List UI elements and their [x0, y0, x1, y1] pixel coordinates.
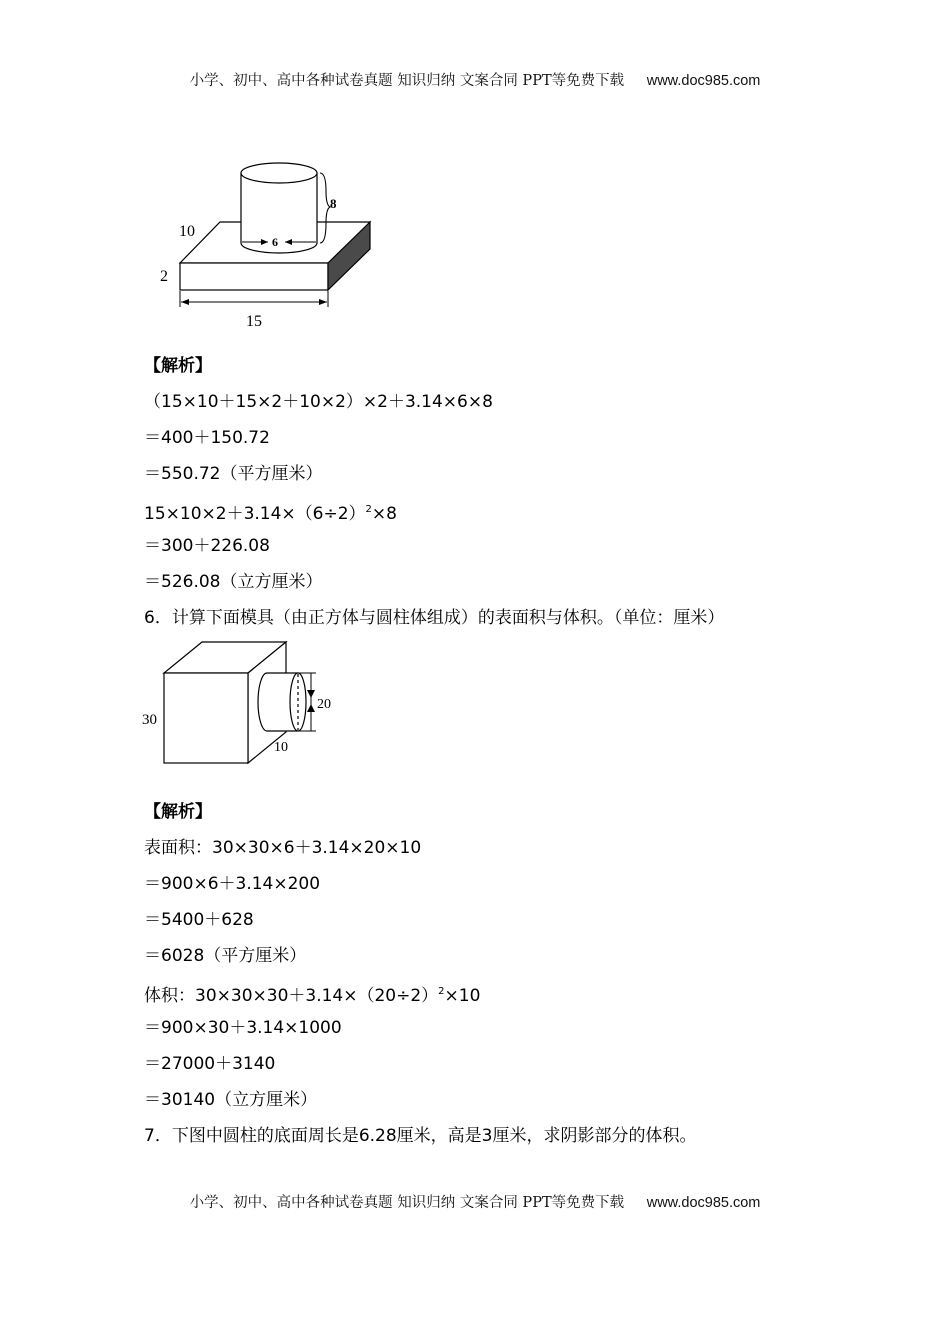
question-7: 7．下图中圆柱的底面周长是6.28厘米，高是3厘米，求阴影部分的体积。 [144, 1126, 697, 1146]
label-diameter: 20 [317, 697, 331, 712]
analysis-heading-5: 【解析】 [144, 356, 212, 376]
footer-text: 小学、初中、高中各种试卷真题 知识归纳 文案合同 PPT等免费下载 [189, 1195, 625, 1211]
calc-line: ＝550.72（平方厘米） [144, 464, 323, 484]
label-diameter: 6 [272, 235, 278, 249]
exponent: 2 [438, 986, 445, 997]
cube-front-face [164, 673, 248, 763]
calc-text: 15×10×2＋3.14×（6÷2） [144, 504, 366, 524]
question-6: 6．计算下面模具（由正方体与圆柱体组成）的表面积与体积。（单位：厘米） [144, 608, 725, 628]
page-header [0, 69, 950, 90]
cuboid-front-face [180, 263, 328, 290]
analysis-heading-6: 【解析】 [144, 802, 212, 822]
header-text: 小学、初中、高中各种试卷真题 知识归纳 文案合同 PPT等免费下载 [189, 73, 625, 89]
calc-line: ＝5400＋628 [144, 910, 254, 930]
calc-line: ＝6028（平方厘米） [144, 946, 307, 966]
calc-text: ×10 [444, 986, 481, 1006]
calc-line: （15×10＋15×2＋10×2）×2＋3.14×6×8 [144, 392, 493, 412]
label-cube-edge: 30 [142, 712, 157, 728]
cylinder-body [241, 173, 317, 253]
calc-line-volume [144, 982, 480, 1006]
exponent: 2 [365, 504, 372, 515]
label-width: 10 [179, 223, 195, 240]
calc-line-volume [144, 500, 397, 524]
page-footer [0, 1191, 950, 1212]
calc-text: ×8 [371, 504, 397, 524]
calc-line: ＝900×30＋3.14×1000 [144, 1018, 342, 1038]
calc-line: ＝30140（立方厘米） [144, 1090, 318, 1110]
figure-cylinder-on-cuboid [150, 155, 390, 335]
calc-line: ＝300＋226.08 [144, 536, 270, 556]
calc-line: ＝526.08（立方厘米） [144, 572, 323, 592]
calc-line: ＝400＋150.72 [144, 428, 270, 448]
label-cylinder-length: 10 [274, 740, 288, 755]
label-length: 15 [246, 313, 262, 330]
calc-line: ＝27000＋3140 [144, 1054, 276, 1074]
footer-site: www.doc985.com [646, 1195, 761, 1211]
figure-cube-with-cylinder [140, 640, 350, 770]
header-site: www.doc985.com [646, 73, 761, 89]
calc-text: 体积：30×30×30＋3.14×（20÷2） [144, 986, 439, 1006]
cylinder-top [241, 163, 317, 183]
label-height: 2 [160, 268, 168, 285]
label-cylinder-height: 8 [330, 196, 337, 211]
calc-line: 表面积：30×30×6＋3.14×20×10 [144, 838, 422, 858]
calc-line: ＝900×6＋3.14×200 [144, 874, 321, 894]
